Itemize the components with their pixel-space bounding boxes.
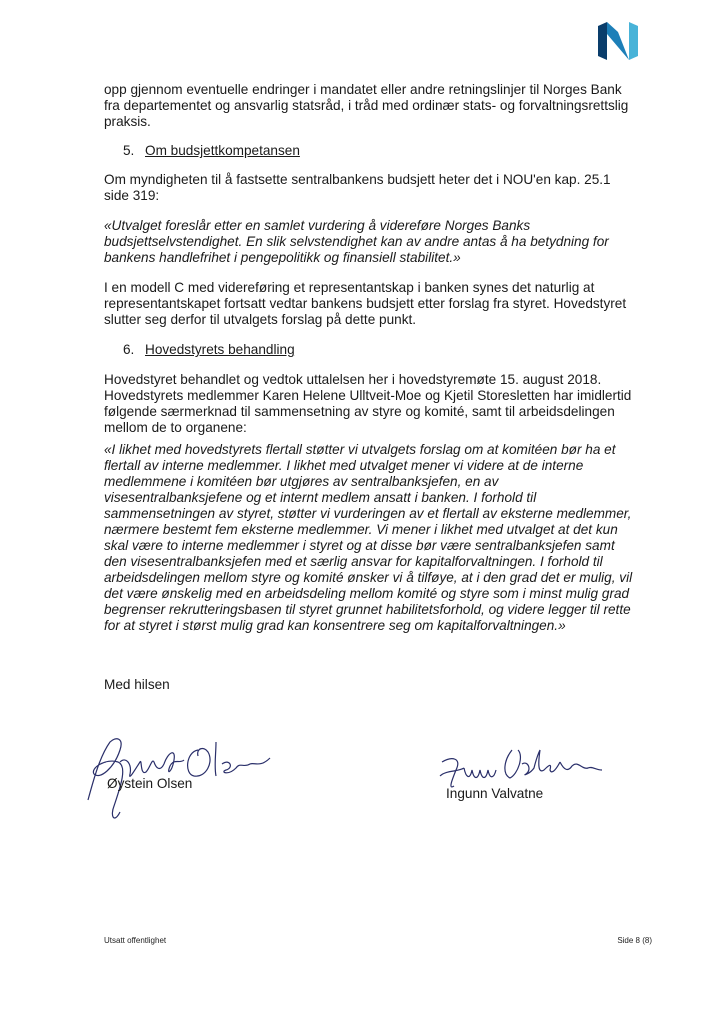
paragraph-3: I en modell C med videreføring et representantskap i banken synes det naturlig at representantskapet fortsatt vedtar bankens budsjett etter forslag fra styret. Hovedstyret slutter seg derfor til utvalgets forslag på dette punkt.	[104, 280, 627, 327]
footer-page-number: Side 8 (8)	[617, 936, 652, 945]
quote-2: «I likhet med hovedstyrets flertall støtter vi utvalgets forslag om at komitéen bør ha et flertall av interne medlemmer. I likhet med utvalget mener vi videre at de interne medlemmene i komitéen bør utgjøres av sentralbanksjefen, en av visesentralbanksjefene og et internt medlem ansatt i banken. I forhold til sammensetningen av styret, støtter vi vurderingen av et flertall av eksterne medlemmer, nærmere bestemt fem eksterne medlemmer. Vi mener i likhet med utvalget at det kun skal være to interne medlemmer i styret og at disse bør være sentralbanksjefen samt den visesentralbanksjefen med et særlig ansvar for kapitalforvaltningen. I forhold til arbeidsdelingen mellom styre og komité ønsker vi å tilføye, at i den grad det er mulig, vil det være ønskelig med en arbeidsdeling mellom komité og styre som i minst mulig grad begrenser rekrutteringsbasen til styret grunnet habilitetsforhold, og videre legger til rette for at styret i størst mulig grad kan konsentrere seg om kapitalforvaltningen.»	[104, 442, 633, 633]
section-6-heading	[123, 342, 295, 358]
paragraph-2: Om myndigheten til å fastsette sentralbankens budsjett heter det i NOU'en kap. 25.1 side 319:	[104, 172, 611, 203]
paragraph-1: opp gjennom eventuelle endringer i mandatet eller andre retningslinjer til Norges Bank fra departementet og ansvarlig statsråd, i tråd med ordinær stats- og forvaltningsrettslig praksis.	[104, 82, 629, 129]
footer-classification: Utsatt offentlighet	[104, 936, 167, 945]
norges-bank-logo-icon	[598, 22, 638, 60]
quote-1: «Utvalget foreslår etter en samlet vurdering å videreføre Norges Banks budsjettselvstendighet. En slik selvstendighet kan av andre antas å ha betydning for bankens handlefrihet i pengepolitikk og finansiell stabilitet.»	[104, 218, 609, 265]
section-5-title: Om budsjettkompetansen	[145, 143, 300, 158]
closing-greeting: Med hilsen	[104, 677, 170, 692]
section-6-title: Hovedstyrets behandling	[145, 342, 295, 357]
section-5-number: 5.	[123, 143, 135, 158]
signatory-right-name: Ingunn Valvatne	[446, 786, 544, 801]
paragraph-4: Hovedstyret behandlet og vedtok uttalelsen her i hovedstyremøte 15. august 2018. Hovedstyrets medlemmer Karen Helene Ulltveit-Moe og Kjetil Storesletten har imidlertid følgende særmerknad til sammensetning av styre og komité, samt til arbeidsdelingen mellom de to organene:	[104, 372, 632, 435]
signatory-left-name: Øystein Olsen	[107, 776, 193, 791]
section-5-heading	[123, 143, 300, 159]
section-6-number: 6.	[123, 342, 135, 357]
